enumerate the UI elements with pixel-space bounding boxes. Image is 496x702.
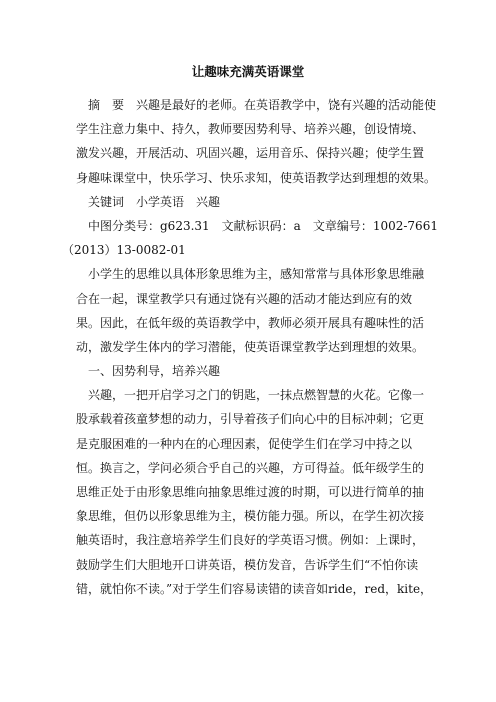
intro-line-1: 小学生的思维以具体形象思维为主，感知常常与具体形象思维融 (88, 267, 425, 282)
section-line-9: 错，就怕你不读。”对于学生们容易读错的读音如ride，red，kite， (76, 581, 433, 596)
abstract-line-2: 学生注意力集中、持久，教师要因势利导、培养兴趣，创设情境、 (76, 122, 425, 137)
intro-line-4: 动，激发学生体内的学习潜能，使英语课堂教学达到理想的效果。 (76, 339, 425, 354)
intro-line-3: 果。因此，在低年级的英语教学中，教师必须开展具有趣味性的活 (76, 315, 425, 330)
section-line-2: 股承载着孩童梦想的动力，引导着孩子们向心中的目标冲刺；它更 (76, 412, 425, 427)
classification-line: 中图分类号：g623.31 文献标识码：a 文章编号：1002-7661 (88, 218, 438, 233)
keywords-line: 关键词 小学英语 兴趣 (88, 194, 221, 209)
abstract-line-4: 身趣味课堂中，快乐学习、快乐求知，使英语教学达到理想的效果。 (76, 170, 437, 185)
section-line-5: 思维正处于由形象思维向抽象思维过渡的时期，可以进行简单的抽 (76, 485, 425, 499)
section-heading: 一、因势利导，培养兴趣 (88, 364, 221, 379)
abstract-line-3: 激发兴趣，开展活动、巩固兴趣，运用音乐、保持兴趣；使学生置 (76, 146, 425, 161)
intro-line-2: 合在一起，课堂教学只有通过饶有兴趣的活动才能达到应有的效 (76, 291, 413, 306)
document-body (62, 93, 438, 601)
section-line-8: 鼓励学生们大胆地开口讲英语，模仿发音，告诉学生们“不怕你读 (76, 557, 419, 572)
section-line-4: 恒。换言之，学问必须合乎自己的兴趣，方可得益。低年级学生的 (76, 460, 425, 475)
section-line-3: 是克服困难的一种内在的心理因素，促使学生们在学习中持之以 (76, 436, 413, 451)
section-line-6: 象思维，但仍以形象思维为主，模仿能力强。所以，在学生初次接 (76, 509, 425, 524)
section-line-1: 兴趣，一把开启学习之门的钥匙，一抹点燃智慧的火花。它像一 (88, 388, 425, 403)
section-line-7: 触英语时，我注意培养学生们良好的学英语习惯。例如：上课时， (76, 533, 425, 548)
document-title: 让趣味充满英语课堂 (191, 64, 305, 79)
classification-line-2: （2013）13-0082-01 (62, 243, 186, 258)
abstract-line-1: 摘 要 兴趣是最好的老师。在英语教学中，饶有兴趣的活动能使 (88, 98, 437, 112)
